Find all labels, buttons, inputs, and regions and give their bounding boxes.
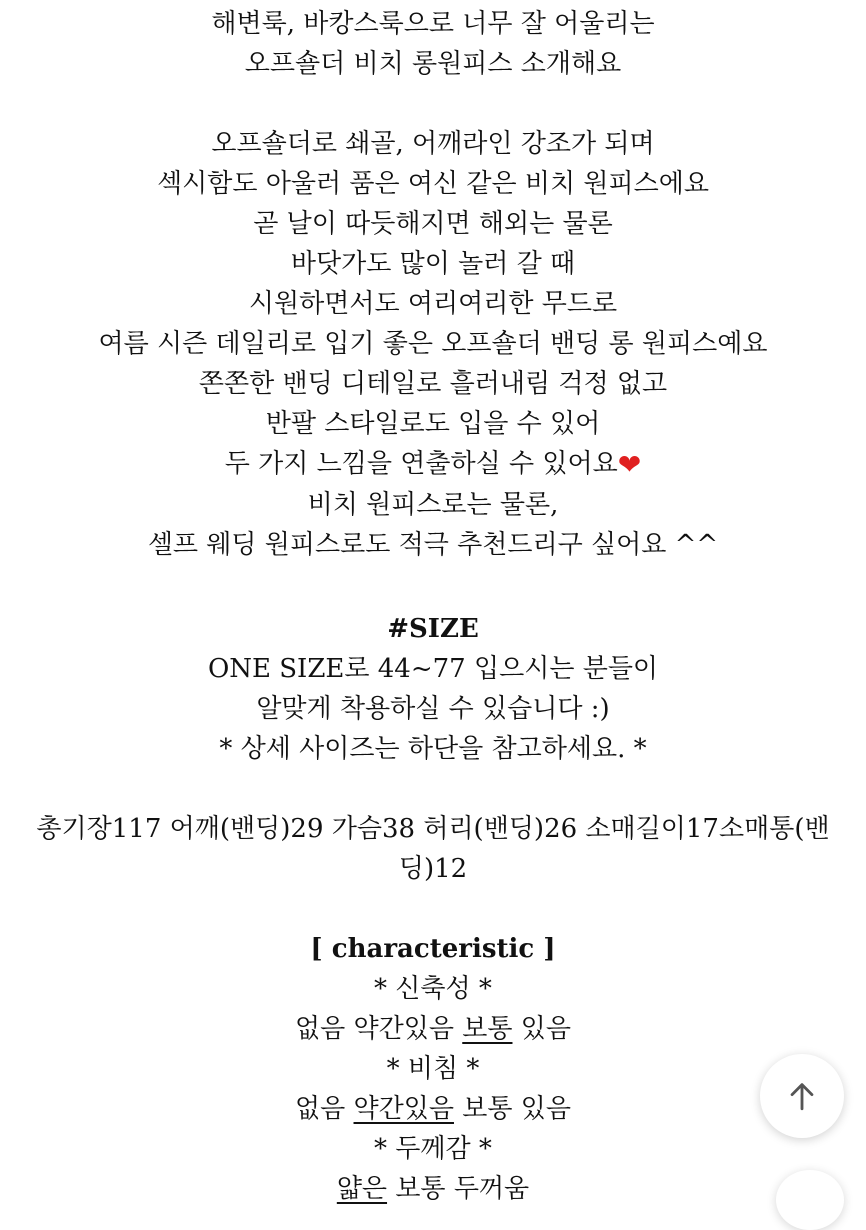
thickness-label: * 두께감 * [374, 1134, 492, 1164]
characteristic-heading: [ characteristic ] [310, 934, 556, 964]
sheer-options [0, 1089, 866, 1129]
description-line: 여름 시즌 데일리로 입기 좋은 오프숄더 밴딩 롱 원피스예요 [98, 329, 768, 359]
intro-line: 해변룩, 바캉스룩으로 너무 잘 어울리는 [211, 9, 655, 39]
description-line: 오프숄더로 쇄골, 어깨라인 강조가 되며 [211, 129, 655, 159]
size-heading: #SIZE [387, 614, 479, 644]
option: 있음 [520, 1094, 571, 1124]
description-line: 섹시함도 아울러 품은 여신 같은 비치 원피스에요 [157, 169, 709, 199]
description-line: 비치 원피스로는 물론, [307, 490, 559, 520]
option: 보통 [462, 1094, 513, 1124]
option: 있음 [520, 1014, 571, 1044]
intro-line: 오프숄더 비치 롱원피스 소개해요 [244, 49, 622, 79]
stretch-label: * 신축성 * [374, 974, 492, 1004]
heart-icon: ❤ [617, 448, 642, 481]
option-selected: 약간있음 [353, 1094, 454, 1124]
size-line: 알맞게 착용하실 수 있습니다 :) [256, 694, 610, 724]
description-line: 쫀쫀한 밴딩 디테일로 흘러내림 걱정 없고 [198, 369, 668, 399]
option: 약간있음 [353, 1014, 454, 1044]
description-line: 시원하면서도 여리여리한 무드로 [248, 289, 618, 319]
description-line: 반팔 스타일로도 입을 수 있어 [265, 409, 601, 439]
description-text: 두 가지 느낌을 연출하실 수 있어요 [224, 449, 618, 479]
floating-button-partial[interactable] [776, 1170, 844, 1230]
description-line: 셀프 웨딩 원피스로도 적극 추천드리구 싶어요 ^^ [147, 530, 719, 560]
option-selected: 보통 [462, 1014, 513, 1044]
size-line: ONE SIZE로 44~77 입으시는 분들이 [207, 654, 659, 684]
description-line-with-heart [0, 444, 866, 485]
option: 두꺼움 [453, 1174, 530, 1204]
arrow-up-icon [785, 1079, 819, 1113]
sheer-label: * 비침 * [386, 1054, 480, 1084]
option: 보통 [395, 1174, 446, 1204]
description-line: 바닷가도 많이 놀러 갈 때 [290, 249, 576, 279]
option-selected: 얇은 [336, 1174, 388, 1204]
size-line: * 상세 사이즈는 하단을 참고하세요. * [219, 734, 647, 764]
stretch-options [0, 1009, 866, 1049]
scroll-to-top-button[interactable] [760, 1054, 844, 1138]
size-measurements: 총기장117 어깨(밴딩)29 가슴38 허리(밴딩)26 소매길이17소매통(밴딩)12 [36, 814, 830, 884]
description-line: 곧 날이 따듯해지면 해외는 물론 [253, 209, 613, 239]
option: 없음 [295, 1014, 346, 1044]
thickness-options [0, 1169, 866, 1209]
option: 없음 [295, 1094, 346, 1124]
